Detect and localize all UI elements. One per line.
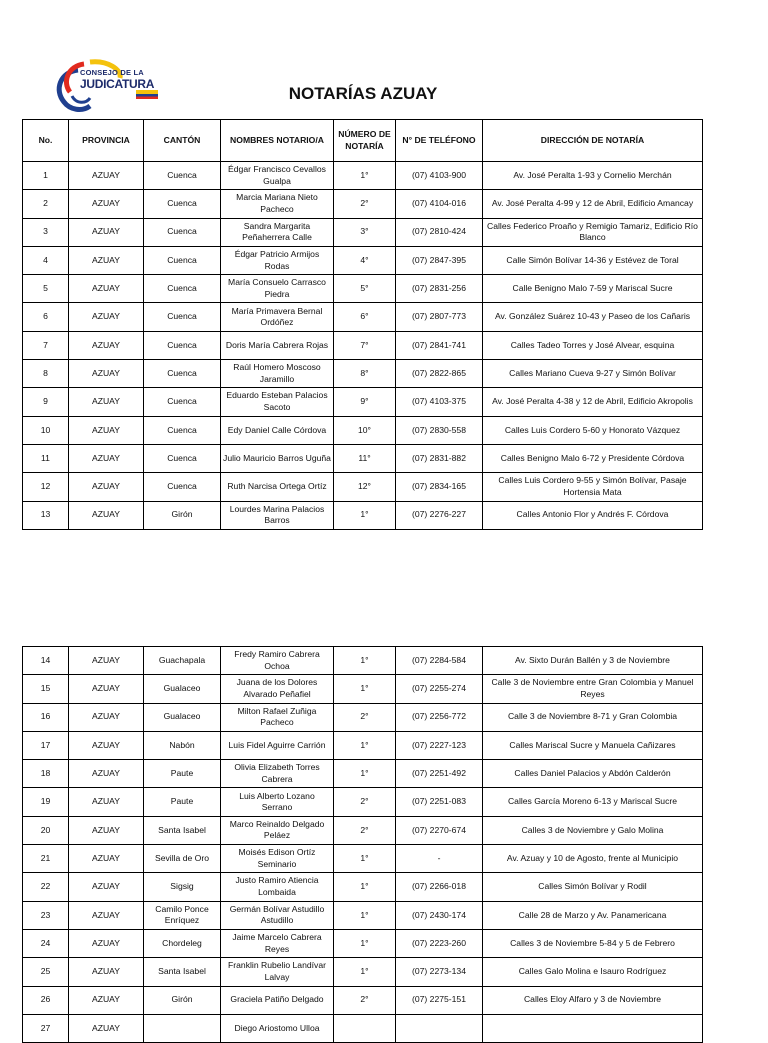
cell-provincia: AZUAY: [69, 360, 144, 388]
cell-direccion: Calle 28 de Marzo y Av. Panamericana: [483, 901, 703, 929]
cell-telefono: (07) 2847-395: [396, 246, 483, 274]
table-row: [23, 958, 703, 986]
cell-canton: Camilo Ponce Enríquez: [144, 901, 221, 929]
cell-numero: 4°: [334, 246, 396, 274]
cell-telefono: (07) 4104-016: [396, 190, 483, 218]
cell-provincia: AZUAY: [69, 986, 144, 1014]
table-row: [23, 444, 703, 472]
cell-canton: Sigsig: [144, 873, 221, 901]
cell-telefono: (07) 4103-900: [396, 162, 483, 190]
judicatura-logo: [50, 56, 170, 122]
cell-direccion: Av. José Peralta 4-38 y 12 de Abril, Edificio Akropolis: [483, 388, 703, 416]
cell-nombres: Franklin Rubelio Landívar Lalvay: [221, 958, 334, 986]
table-row: [23, 675, 703, 703]
cell-no: 15: [23, 675, 69, 703]
table-row: [23, 901, 703, 929]
cell-numero: 1°: [334, 929, 396, 957]
cell-canton: Cuenca: [144, 444, 221, 472]
table-row: [23, 275, 703, 303]
cell-canton: Cuenca: [144, 218, 221, 246]
cell-direccion: Calles García Moreno 6-13 y Mariscal Sucre: [483, 788, 703, 816]
cell-nombres: Lourdes Marina Palacios Barros: [221, 501, 334, 529]
cell-numero: 3°: [334, 218, 396, 246]
cell-no: 20: [23, 816, 69, 844]
cell-no: 27: [23, 1014, 69, 1042]
cell-no: 10: [23, 416, 69, 444]
cell-no: 18: [23, 760, 69, 788]
cell-telefono: (07) 2807-773: [396, 303, 483, 331]
table-row: [23, 1014, 703, 1042]
cell-provincia: AZUAY: [69, 788, 144, 816]
table-row: [23, 760, 703, 788]
cell-nombres: Edy Daniel Calle Córdova: [221, 416, 334, 444]
cell-numero: 2°: [334, 788, 396, 816]
cell-direccion: Av. José Peralta 1-93 y Cornelio Merchán: [483, 162, 703, 190]
cell-provincia: AZUAY: [69, 444, 144, 472]
table-row: [23, 473, 703, 501]
cell-numero: 2°: [334, 986, 396, 1014]
cell-canton: Santa Isabel: [144, 958, 221, 986]
cell-no: 13: [23, 501, 69, 529]
cell-canton: Cuenca: [144, 473, 221, 501]
cell-no: 2: [23, 190, 69, 218]
table-row: [23, 986, 703, 1014]
table-row: [23, 703, 703, 731]
cell-no: 12: [23, 473, 69, 501]
cell-provincia: AZUAY: [69, 873, 144, 901]
cell-nombres: Raúl Homero Moscoso Jaramillo: [221, 360, 334, 388]
cell-provincia: AZUAY: [69, 303, 144, 331]
table-row: [23, 816, 703, 844]
cell-no: 11: [23, 444, 69, 472]
table-row: [23, 190, 703, 218]
table-row: [23, 845, 703, 873]
cell-telefono: (07) 2256-772: [396, 703, 483, 731]
cell-no: 23: [23, 901, 69, 929]
cell-telefono: (07) 2273-134: [396, 958, 483, 986]
cell-numero: 6°: [334, 303, 396, 331]
cell-canton: Paute: [144, 788, 221, 816]
cell-provincia: AZUAY: [69, 190, 144, 218]
cell-provincia: AZUAY: [69, 501, 144, 529]
cell-nombres: Graciela Patiño Delgado: [221, 986, 334, 1014]
cell-no: 4: [23, 246, 69, 274]
cell-no: 25: [23, 958, 69, 986]
table-row: [23, 416, 703, 444]
table-row: [23, 303, 703, 331]
table-row: [23, 731, 703, 759]
cell-no: 8: [23, 360, 69, 388]
cell-canton: Cuenca: [144, 275, 221, 303]
cell-no: 14: [23, 647, 69, 675]
notarias-table-part1: [22, 119, 703, 530]
cell-canton: Santa Isabel: [144, 816, 221, 844]
cell-telefono: (07) 2841-741: [396, 331, 483, 359]
cell-direccion: Calles Luis Cordero 9-55 y Simón Bolívar, Pasaje Hortensia Mata: [483, 473, 703, 501]
table-row: [23, 162, 703, 190]
cell-direccion: Calles Luis Cordero 5-60 y Honorato Vázquez: [483, 416, 703, 444]
cell-canton: Sevilla de Oro: [144, 845, 221, 873]
cell-no: 3: [23, 218, 69, 246]
cell-direccion: Av. Sixto Durán Ballén y 3 de Noviembre: [483, 647, 703, 675]
table-row: [23, 246, 703, 274]
cell-no: 17: [23, 731, 69, 759]
cell-no: 9: [23, 388, 69, 416]
cell-direccion: Av. González Suárez 10-43 y Paseo de los Cañaris: [483, 303, 703, 331]
cell-nombres: Julio Mauricio Barros Uguña: [221, 444, 334, 472]
cell-nombres: Sandra Margarita Peñaherrera Calle: [221, 218, 334, 246]
cell-provincia: AZUAY: [69, 473, 144, 501]
cell-numero: 1°: [334, 162, 396, 190]
cell-nombres: Ruth Narcisa Ortega Ortíz: [221, 473, 334, 501]
cell-provincia: AZUAY: [69, 760, 144, 788]
cell-telefono: (07) 2275-151: [396, 986, 483, 1014]
cell-telefono: (07) 2822-865: [396, 360, 483, 388]
cell-direccion: Calles Antonio Flor y Andrés F. Córdova: [483, 501, 703, 529]
cell-numero: 1°: [334, 873, 396, 901]
cell-telefono: (07) 2831-256: [396, 275, 483, 303]
cell-direccion: Calles Simón Bolívar y Rodil: [483, 873, 703, 901]
header-numero: NÚMERO DE NOTARÍA: [334, 120, 396, 162]
cell-telefono: [396, 1014, 483, 1042]
cell-telefono: -: [396, 845, 483, 873]
cell-nombres: Eduardo Esteban Palacios Sacoto: [221, 388, 334, 416]
table-row: [23, 929, 703, 957]
cell-canton: Cuenca: [144, 331, 221, 359]
cell-direccion: Calle Simón Bolívar 14-36 y Estévez de Toral: [483, 246, 703, 274]
cell-provincia: AZUAY: [69, 845, 144, 873]
cell-direccion: Calles Galo Molina e Isauro Rodríguez: [483, 958, 703, 986]
cell-no: 24: [23, 929, 69, 957]
cell-provincia: AZUAY: [69, 275, 144, 303]
cell-numero: 1°: [334, 760, 396, 788]
cell-numero: 1°: [334, 731, 396, 759]
cell-canton: [144, 1014, 221, 1042]
cell-direccion: Calles Mariano Cueva 9-27 y Simón Bolívar: [483, 360, 703, 388]
logo-text-line2: JUDICATURA: [80, 77, 155, 91]
cell-provincia: AZUAY: [69, 703, 144, 731]
cell-direccion: [483, 1014, 703, 1042]
cell-provincia: AZUAY: [69, 731, 144, 759]
header-no: No.: [23, 120, 69, 162]
cell-numero: 1°: [334, 501, 396, 529]
header-telefono: N° DE TELÉFONO: [396, 120, 483, 162]
cell-nombres: Marco Reinaldo Delgado Peláez: [221, 816, 334, 844]
cell-provincia: AZUAY: [69, 246, 144, 274]
cell-direccion: Av. José Peralta 4-99 y 12 de Abril, Edificio Amancay: [483, 190, 703, 218]
table-row: [23, 501, 703, 529]
cell-numero: 1°: [334, 647, 396, 675]
header-direccion: DIRECCIÓN DE NOTARÍA: [483, 120, 703, 162]
cell-telefono: (07) 2430-174: [396, 901, 483, 929]
cell-numero: 9°: [334, 388, 396, 416]
cell-canton: Guachapala: [144, 647, 221, 675]
cell-direccion: Calles 3 de Noviembre 5-84 y 5 de Febrero: [483, 929, 703, 957]
cell-canton: Gualaceo: [144, 703, 221, 731]
cell-provincia: AZUAY: [69, 816, 144, 844]
cell-direccion: Calle 3 de Noviembre 8-71 y Gran Colombia: [483, 703, 703, 731]
cell-nombres: Édgar Francisco Cevallos Gualpa: [221, 162, 334, 190]
cell-no: 16: [23, 703, 69, 731]
cell-provincia: AZUAY: [69, 162, 144, 190]
cell-numero: 10°: [334, 416, 396, 444]
cell-telefono: (07) 2830-558: [396, 416, 483, 444]
cell-telefono: (07) 2227-123: [396, 731, 483, 759]
table-row: [23, 788, 703, 816]
cell-no: 7: [23, 331, 69, 359]
cell-direccion: Calle 3 de Noviembre entre Gran Colombia y Manuel Reyes: [483, 675, 703, 703]
header-nombres: NOMBRES NOTARIO/A: [221, 120, 334, 162]
cell-numero: 7°: [334, 331, 396, 359]
cell-no: 19: [23, 788, 69, 816]
cell-canton: Paute: [144, 760, 221, 788]
cell-no: 26: [23, 986, 69, 1014]
table-row: [23, 647, 703, 675]
table-row: [23, 388, 703, 416]
cell-nombres: Doris María Cabrera Rojas: [221, 331, 334, 359]
cell-nombres: María Primavera Bernal Ordóñez: [221, 303, 334, 331]
header-canton: CANTÓN: [144, 120, 221, 162]
cell-canton: Cuenca: [144, 416, 221, 444]
cell-numero: 2°: [334, 816, 396, 844]
cell-nombres: Luis Fidel Aguirre Carrión: [221, 731, 334, 759]
cell-no: 5: [23, 275, 69, 303]
cell-provincia: AZUAY: [69, 647, 144, 675]
cell-canton: Girón: [144, 986, 221, 1014]
cell-provincia: AZUAY: [69, 929, 144, 957]
cell-nombres: María Consuelo Carrasco Piedra: [221, 275, 334, 303]
cell-direccion: Calle Benigno Malo 7-59 y Mariscal Sucre: [483, 275, 703, 303]
table-header-row: [23, 120, 703, 162]
cell-direccion: Calles Federico Proaño y Remigio Tamariz, Edificio Río Blanco: [483, 218, 703, 246]
cell-nombres: Édgar Patricio Armijos Rodas: [221, 246, 334, 274]
cell-direccion: Av. Azuay y 10 de Agosto, frente al Municipio: [483, 845, 703, 873]
cell-direccion: Calles Daniel Palacios y Abdón Calderón: [483, 760, 703, 788]
cell-nombres: Germán Bolívar Astudillo Astudillo: [221, 901, 334, 929]
cell-telefono: (07) 2276-227: [396, 501, 483, 529]
logo-text-line1: CONSEJO DE LA: [80, 68, 144, 77]
page-title: NOTARÍAS AZUAY: [288, 84, 438, 103]
cell-numero: 2°: [334, 190, 396, 218]
cell-provincia: AZUAY: [69, 958, 144, 986]
cell-provincia: AZUAY: [69, 218, 144, 246]
cell-no: 22: [23, 873, 69, 901]
cell-numero: 1°: [334, 958, 396, 986]
cell-canton: Girón: [144, 501, 221, 529]
cell-nombres: Fredy Ramiro Cabrera Ochoa: [221, 647, 334, 675]
cell-numero: 11°: [334, 444, 396, 472]
cell-numero: 5°: [334, 275, 396, 303]
cell-telefono: (07) 2251-492: [396, 760, 483, 788]
cell-telefono: (07) 2831-882: [396, 444, 483, 472]
cell-canton: Cuenca: [144, 388, 221, 416]
cell-nombres: Jaime Marcelo Cabrera Reyes: [221, 929, 334, 957]
cell-telefono: (07) 2223-260: [396, 929, 483, 957]
cell-nombres: Marcia Mariana Nieto Pacheco: [221, 190, 334, 218]
table-row: [23, 218, 703, 246]
cell-canton: Cuenca: [144, 162, 221, 190]
cell-direccion: Calles Mariscal Sucre y Manuela Cañizares: [483, 731, 703, 759]
cell-nombres: Olivia Elizabeth Torres Cabrera: [221, 760, 334, 788]
cell-direccion: Calles Eloy Alfaro y 3 de Noviembre: [483, 986, 703, 1014]
cell-provincia: AZUAY: [69, 388, 144, 416]
cell-nombres: Justo Ramiro Atiencia Lombaida: [221, 873, 334, 901]
cell-direccion: Calles Tadeo Torres y José Alvear, esquina: [483, 331, 703, 359]
cell-telefono: (07) 2266-018: [396, 873, 483, 901]
cell-canton: Cuenca: [144, 360, 221, 388]
cell-canton: Gualaceo: [144, 675, 221, 703]
cell-numero: 1°: [334, 901, 396, 929]
cell-nombres: Milton Rafael Zuñiga Pacheco: [221, 703, 334, 731]
cell-no: 1: [23, 162, 69, 190]
cell-telefono: (07) 2284-584: [396, 647, 483, 675]
cell-provincia: AZUAY: [69, 331, 144, 359]
notarias-table-part2: [22, 646, 703, 1043]
cell-direccion: Calles Benigno Malo 6-72 y Presidente Córdova: [483, 444, 703, 472]
cell-telefono: (07) 2810-424: [396, 218, 483, 246]
header-provincia: PROVINCIA: [69, 120, 144, 162]
cell-numero: 8°: [334, 360, 396, 388]
cell-nombres: Juana de los Dolores Alvarado Peñafiel: [221, 675, 334, 703]
cell-no: 6: [23, 303, 69, 331]
cell-numero: 2°: [334, 703, 396, 731]
cell-nombres: Moisés Edison Ortíz Seminario: [221, 845, 334, 873]
cell-provincia: AZUAY: [69, 675, 144, 703]
cell-direccion: Calles 3 de Noviembre y Galo Molina: [483, 816, 703, 844]
cell-numero: 1°: [334, 675, 396, 703]
cell-telefono: (07) 2251-083: [396, 788, 483, 816]
cell-canton: Cuenca: [144, 246, 221, 274]
table-row: [23, 360, 703, 388]
cell-canton: Cuenca: [144, 190, 221, 218]
cell-telefono: (07) 4103-375: [396, 388, 483, 416]
cell-provincia: AZUAY: [69, 416, 144, 444]
cell-canton: Cuenca: [144, 303, 221, 331]
cell-telefono: (07) 2834-165: [396, 473, 483, 501]
cell-canton: Chordeleg: [144, 929, 221, 957]
cell-provincia: AZUAY: [69, 1014, 144, 1042]
cell-numero: 12°: [334, 473, 396, 501]
cell-nombres: Luis Alberto Lozano Serrano: [221, 788, 334, 816]
cell-provincia: AZUAY: [69, 901, 144, 929]
table-row: [23, 331, 703, 359]
cell-canton: Nabón: [144, 731, 221, 759]
table-row: [23, 873, 703, 901]
cell-nombres: Diego Ariostomo Ulloa: [221, 1014, 334, 1042]
cell-numero: [334, 1014, 396, 1042]
cell-telefono: (07) 2270-674: [396, 816, 483, 844]
cell-no: 21: [23, 845, 69, 873]
cell-numero: 1°: [334, 845, 396, 873]
cell-telefono: (07) 2255-274: [396, 675, 483, 703]
